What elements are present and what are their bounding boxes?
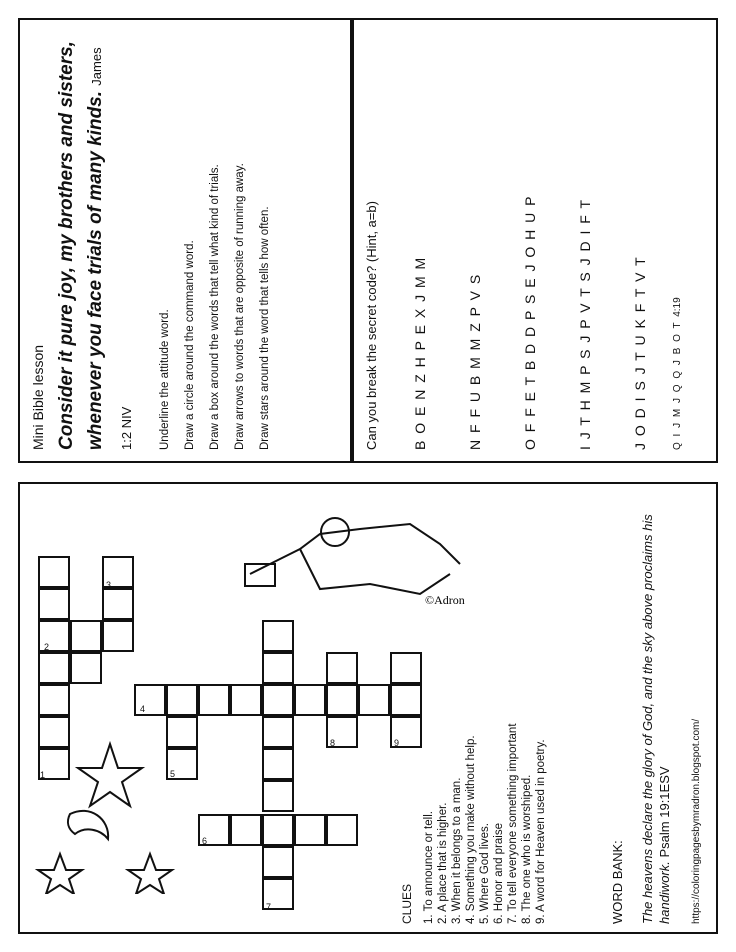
code-line-3: O F F E T B D D P S E J O H U P <box>522 196 538 450</box>
clue-2: 2. A place that is higher. <box>437 802 449 924</box>
crossword-cell[interactable] <box>230 684 262 716</box>
crossword-cell[interactable] <box>358 684 390 716</box>
code-line-5: J O D I S J T U K F T V T <box>632 257 648 450</box>
instruction-4: Draw arrows to words that are opposite of running away. <box>234 163 246 450</box>
crossword-panel <box>18 482 718 934</box>
crossword-cell[interactable] <box>262 748 294 780</box>
stars-moon-drawing <box>30 734 190 894</box>
crossword-cell[interactable] <box>38 556 70 588</box>
clues-block <box>400 514 548 924</box>
word-bank-verse <box>639 504 673 924</box>
lesson-heading: Mini Bible lesson <box>30 344 46 450</box>
crossword-cell[interactable] <box>326 684 358 716</box>
crossword-cell[interactable] <box>134 684 166 716</box>
clue-8: 8. The one who is worshiped. <box>521 774 533 924</box>
crossword-cell[interactable] <box>38 684 70 716</box>
word-bank-label: WORD BANK: <box>610 840 625 924</box>
lesson-verse-text: Consider it pure joy, my brothers and sisters, whenever you face trials of many kinds. <box>56 41 106 450</box>
blog-url: https://coloringpagesbymradron.blogspot.com/ <box>691 718 702 924</box>
clues-heading: CLUES <box>400 883 414 924</box>
clue-1: 1. To announce or tell. <box>423 811 435 924</box>
crossword-cell[interactable] <box>38 588 70 620</box>
crossword-cell[interactable] <box>102 620 134 652</box>
clue-number-5: 5 <box>170 769 176 779</box>
crossword-cell[interactable] <box>262 652 294 684</box>
crossword-cell[interactable] <box>198 684 230 716</box>
clue-number-2: 2 <box>44 642 50 652</box>
instruction-3: Draw a box around the words that tell what kind of trials. <box>209 164 221 450</box>
lesson-verse <box>52 40 141 450</box>
crossword-cell[interactable] <box>262 684 294 716</box>
lesson-instructions <box>153 40 278 450</box>
clue-number-1: 1 <box>40 770 46 780</box>
crossword-cell[interactable] <box>230 814 262 846</box>
clue-number-4: 4 <box>140 704 146 714</box>
crossword-cell[interactable] <box>70 620 102 652</box>
crossword-cell[interactable] <box>294 814 326 846</box>
code-heading: Can you break the secret code? (Hint, a=b) <box>364 201 379 450</box>
crossword-cell[interactable] <box>262 716 294 748</box>
crossword-cell[interactable] <box>102 588 134 620</box>
clue-4: 4. Something you make without help. <box>465 735 477 924</box>
instruction-1: Underline the attitude word. <box>159 309 171 450</box>
bible-lesson-panel <box>18 18 352 463</box>
code-line-6: Q I J M J Q Q J B O T 4:19 <box>672 297 683 450</box>
crossword-cell[interactable] <box>262 620 294 652</box>
crossword-cell[interactable] <box>294 684 326 716</box>
signature: ©Adron <box>425 593 465 607</box>
crossword-cell[interactable] <box>38 620 70 652</box>
clue-number-9: 9 <box>394 738 400 748</box>
crossword-cell[interactable] <box>166 684 198 716</box>
secret-code-panel <box>352 18 718 463</box>
clue-number-3: 3 <box>106 580 112 590</box>
clue-number-8: 8 <box>330 738 336 748</box>
crossword-cell[interactable] <box>38 652 70 684</box>
word-bank-block <box>610 504 702 924</box>
crossword-cell[interactable] <box>262 780 294 812</box>
code-line-2: N F F U B M M Z P V S <box>467 274 483 450</box>
bible-lesson-content <box>30 40 278 450</box>
lesson-verse-ref: James 1:2 NIV <box>89 47 134 450</box>
clue-6: 6. Honor and praise <box>493 822 505 924</box>
instruction-5: Draw stars around the word that tells how often. <box>259 206 271 450</box>
clue-7: 7. To tell everyone something important <box>507 723 519 924</box>
code-line-1: B O E N Z H P E X J M M <box>412 257 428 450</box>
verse-text: The heavens declare the glory of God, and the sky above proclaims his handiwork. <box>640 514 672 924</box>
crossword-cell[interactable] <box>70 652 102 684</box>
code-lines <box>393 40 688 450</box>
crossword-cell[interactable] <box>326 652 358 684</box>
clue-number-7: 7 <box>266 902 272 912</box>
verse-ref: Psalm 19:1ESV <box>657 766 672 858</box>
clue-3: 3. When it belongs to a man. <box>451 777 463 924</box>
clue-9: 9. A word for Heaven used in poetry. <box>535 739 547 924</box>
crossword-cell[interactable] <box>326 814 358 846</box>
instruction-2: Draw a circle around the command word. <box>184 240 196 450</box>
crossword-cell[interactable] <box>262 814 294 846</box>
code-line-4: I J T H M P S J P V T S J D I F T <box>577 199 593 450</box>
crossword-cell[interactable] <box>262 846 294 878</box>
clue-5: 5. Where God lives. <box>479 823 491 924</box>
secret-code-content <box>364 40 688 450</box>
clue-number-6: 6 <box>202 836 208 846</box>
